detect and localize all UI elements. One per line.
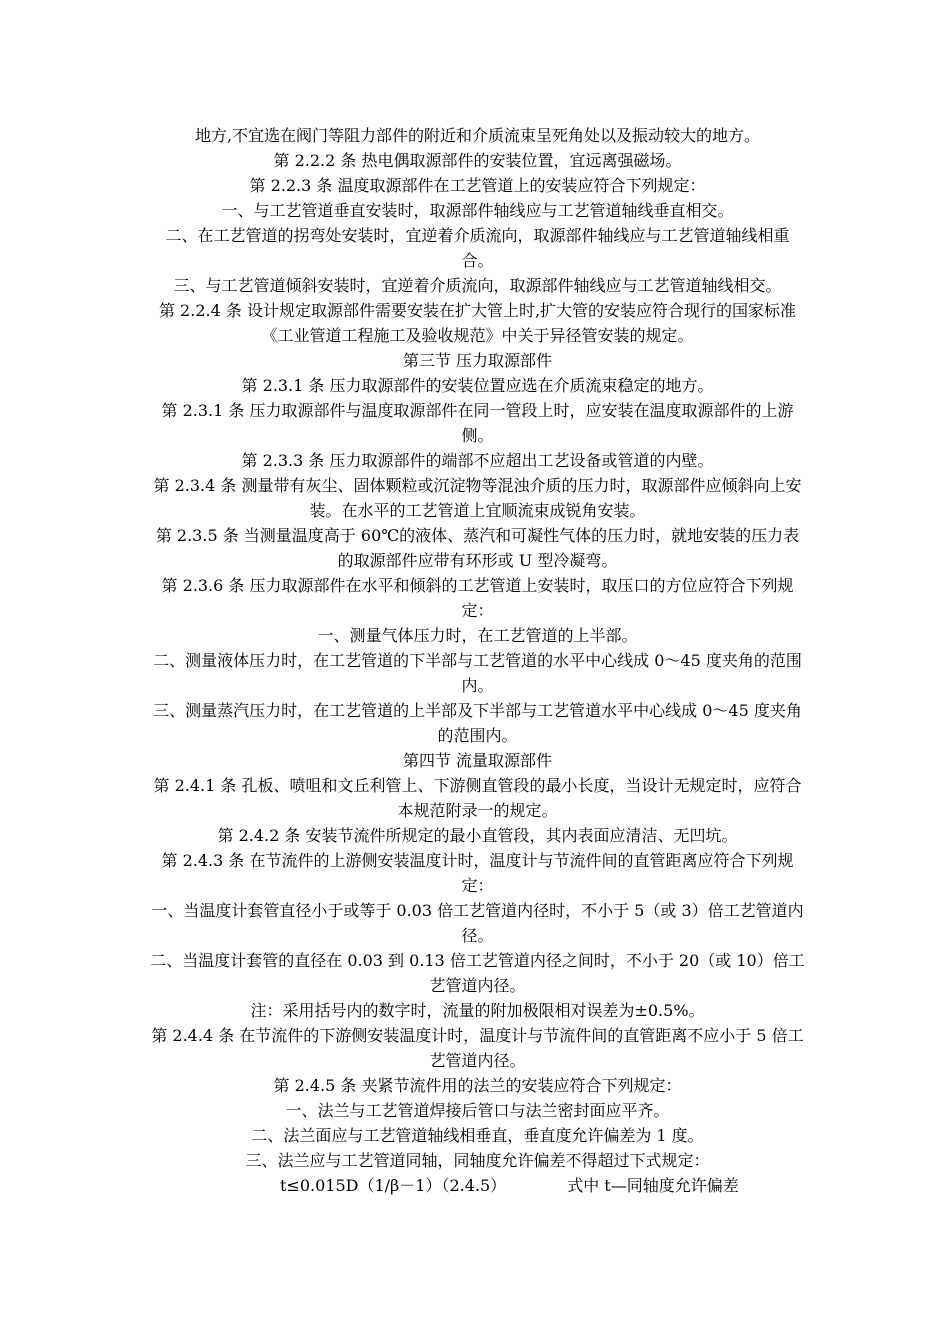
paragraph: 地方,不宜选在阀门等阻力部件的附近和介质流束呈死角处以及振动较大的地方。 xyxy=(194,126,761,145)
paragraph: 三、法兰应与工艺管道同轴，同轴度允许偏差不得超过下式规定： xyxy=(245,1151,710,1170)
paragraph: 第 2.2.4 条 设计规定取源部件需要安装在扩大管上时,扩大管的安装应符合现行的国家标准《工业管道工程施工及验收规范》中关于异径管安装的规定。 xyxy=(158,301,797,345)
paragraph: 第 2.3.5 条 当测量温度高于 60℃的液体、蒸汽和可凝性气体的压力时，就地安装的压力表的取源部件应带有环形或 U 型冷凝弯。 xyxy=(155,526,800,570)
paragraph: 第 2.4.1 条 孔板、喷咀和文丘利管上、下游侧直管段的最小长度，当设计无规定时，应符合本规范附录一的规定。 xyxy=(153,776,802,820)
paragraph: 三、测量蒸汽压力时，在工艺管道的上半部及下半部与工艺管道水平中心线成 0～45 度夹角的范围内。 xyxy=(153,701,802,745)
paragraph: 第 2.4.3 条 在节流件的上游侧安装温度计时，温度计与节流件间的直管距离应符合下列规定： xyxy=(161,851,794,895)
paragraph: 二、法兰面应与工艺管道轴线相垂直，垂直度允许偏差为 1 度。 xyxy=(251,1126,704,1145)
paragraph: 第 2.3.4 条 测量带有灰尘、固体颗粒或沉淀物等混浊介质的压力时，取源部件应倾斜向上安装。在水平的工艺管道上宜顺流束成锐角安装。 xyxy=(153,476,802,520)
paragraph: 第 2.2.3 条 温度取源部件在工艺管道上的安装应符合下列规定： xyxy=(249,176,706,195)
paragraph: 第 2.3.1 条 压力取源部件的安装位置应选在介质流束稳定的地方。 xyxy=(241,376,714,395)
section-heading: 第三节 压力取源部件 xyxy=(402,351,553,370)
paragraph: 二、测量液体压力时，在工艺管道的下半部与工艺管道的水平中心线成 0～45 度夹角的范围内。 xyxy=(153,651,802,695)
paragraph: 三、与工艺管道倾斜安装时，宜逆着介质流向，取源部件轴线应与工艺管道轴线相交。 xyxy=(173,276,782,295)
paragraph: 一、与工艺管道垂直安装时，取源部件轴线应与工艺管道轴线垂直相交。 xyxy=(221,201,734,220)
note: 注：采用括号内的数字时，流量的附加极限相对误差为±0.5%。 xyxy=(250,1001,705,1020)
paragraph: 第 2.3.6 条 压力取源部件在水平和倾斜的工艺管道上安装时，取压口的方位应符合下列规定： xyxy=(161,576,794,620)
paragraph: 第 2.4.4 条 在节流件的下游侧安装温度计时，温度计与节流件间的直管距离不应小于 5 倍工艺管道内径。 xyxy=(151,1026,804,1070)
paragraph: 第 2.3.1 条 压力取源部件与温度取源部件在同一管段上时，应安装在温度取源部件的上游侧。 xyxy=(161,401,794,445)
paragraph: 一、测量气体压力时，在工艺管道的上半部。 xyxy=(317,626,638,645)
paragraph: 二、当温度计套管的直径在 0.03 到 0.13 倍工艺管道内径之间时，不小于 20（或 10）倍工艺管道内径。 xyxy=(150,951,805,995)
formula-line: t≤0.015D（1/β－1）（2.4.5） 式中 t—同轴度允许偏差 xyxy=(280,1176,739,1195)
paragraph: 二、在工艺管道的拐弯处安装时，宜逆着介质流向，取源部件轴线应与工艺管道轴线相重合。 xyxy=(165,226,790,270)
paragraph: 一、当温度计套管直径小于或等于 0.03 倍工艺管道内径时，不小于 5（或 3）倍工艺管道内径。 xyxy=(151,901,804,945)
paragraph: 第 2.4.2 条 安装节流件所规定的最小直管段，其内表面应清洁、无凹坑。 xyxy=(217,826,738,845)
paragraph: 第 2.2.2 条 热电偶取源部件的安装位置，宜远离强磁场。 xyxy=(273,151,682,170)
paragraph: 一、法兰与工艺管道焊接后管口与法兰密封面应平齐。 xyxy=(285,1101,670,1120)
paragraph: 第 2.4.5 条 夹紧节流件用的法兰的安装应符合下列规定： xyxy=(273,1076,682,1095)
document-body xyxy=(150,123,805,1198)
section-heading: 第四节 流量取源部件 xyxy=(402,751,553,770)
paragraph: 第 2.3.3 条 压力取源部件的端部不应超出工艺设备或管道的内壁。 xyxy=(241,451,714,470)
